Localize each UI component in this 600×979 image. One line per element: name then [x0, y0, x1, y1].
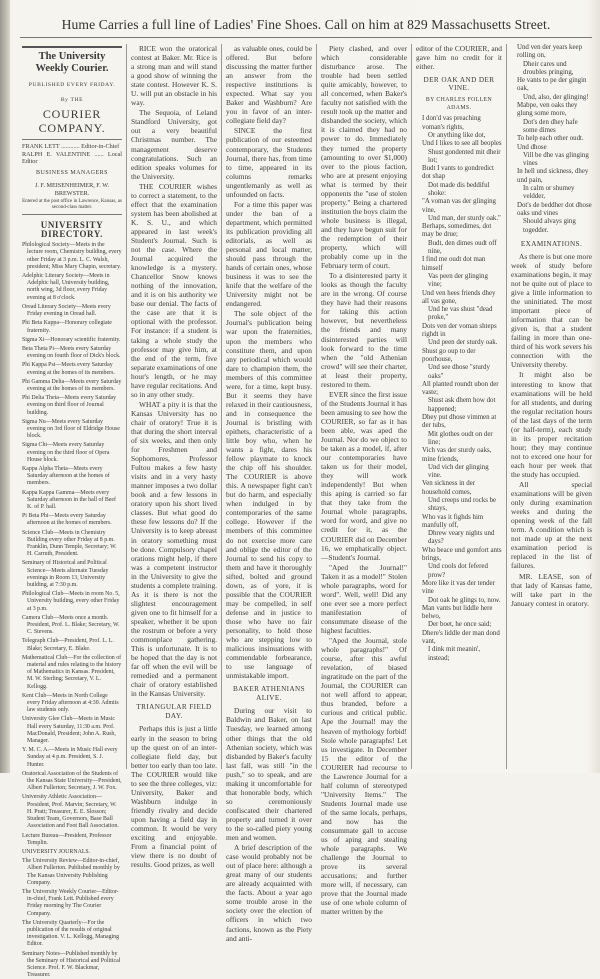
poem-line: "A voman vas der glinging vine, — [422, 198, 497, 214]
article-heading: BAKER ATHENIANS ALIVE. — [232, 685, 306, 703]
poem-author: BY CHARLES FOLLEN ADAMS. — [425, 96, 493, 112]
directory-entry: Oratorical Association of the Students of the Kansas State University—President, Albert Fullerton; Secretary, J. W. Fox. — [22, 770, 122, 792]
editorial-paragraph: as valuable ones, could be offered. But before discussing the matter further an answer from the respective institutions is expected. What say you Baker and Washburn? Are you in favor of an inter-collegiate field day? — [226, 44, 312, 126]
poem-lines-continued — [511, 44, 592, 235]
directory-entry: Phi Gamma Delta—Meets every Saturday evening at the homes of its members. — [22, 378, 122, 392]
column-rule — [411, 44, 412, 769]
poem-line: Und see dhose "sturdy oaks" — [428, 364, 490, 380]
directory-entry: Sigma Chi—Meets every Saturday evening on the third floor of Opera House block. — [22, 442, 110, 463]
poem-title: DER OAK AND DER VINE. — [423, 76, 495, 93]
directory-entry: Mathematical Club—For the collection of material and rules relating to the history of Mathematics in Kansas. President, M. W. Sterling; Secretary, V. L. Kellogg. — [22, 654, 122, 690]
directory-entry: Telegraph Club—President, Prof. L. L. Blake; Secretary, E. Blake. — [22, 638, 114, 652]
directory-entry: Kent Club—Meets in North College every Friday afternoon at 4:30. Admits law students only. — [22, 692, 119, 714]
editorial-column-3 — [226, 44, 312, 943]
poem-line: Dot's den dhey hafe some dimes — [523, 118, 578, 134]
directory-entry: Seminary of Historical and Political Science—Meets alternate Tuesday evenings in Room 13, University building, at 7:30 p.m. — [22, 560, 109, 588]
editorial-paragraph: WHAT a pity it is that the Kansas University has no chair of oratory! True it is that during the short interval of six weeks, and then only for Freshmen and Sophomores, Professor Fultou makes a few hasty visits and in a very hasty manner imposes a two dollar book and a few lessons in oratory upon his short lived classes. But what good do these few lessons do? If the University is to keep abreast in oratory something must be done. Compulsory chapel orations might help, if there was a competent instructor in the University to give the students a complete training. As it is there is not the slightest encouragement given one to fit himself for a speaker, whether it be upon the rostrum or before a very commonplace gathering. This is unfortunate. It is to be hoped that the day is not far off when the evil will be remedied and a permanent chair of oratory established in the Kansas University. — [131, 399, 217, 699]
advertisement-banner: Hume Carries a full line of Ladies' Fine Shoes. Call on him at 829 Massachusetts Street. — [20, 14, 592, 38]
directory-entry: The University Review—Editor-in-chief, Albert Fullerton. Published monthly by The Kansas University Publishing Company. — [22, 858, 120, 886]
editorial-paragraph: The sole object of the Journal's publication being war upon the fraternities, upon the members who constitute them, and upon any periodical which would dare to champion them, the members of this committee were, for a time, kept busy. But it seems they have relaxed in their cautiousness, and in consequence the Journal is bristling with epithets, characteristic of a little boy who, when he wants a fight, dares his fellow playmate to knock the chip off his shoulder. The COURIER is above this. A newspaper fight can't but do harm, and especially when indulged in by contemporaries of the same college. However if the members of this committee do not exercise more care and oblige the editor of the Journal to send his copy to them and have it thoroughly sifted, bolted and ground down, as of yore, it is possible that the COURIER may be compelled, in self defense and in justice to those who have no fair personality, to hold those who are stepping low to malicious insinuations with commendable forbearance, to use language of unmistakable import. — [226, 309, 312, 681]
poem-line: In calm or shumey veldder, — [523, 185, 575, 201]
article-paragraph: A brief description of the case would probably not be out of place here: although a great many of our students are already acquainted with the facts. About a year ago some trouble arose in the society over the election of officers in which two factions, known as the Piety and anti- — [226, 843, 312, 943]
poem-line: Und, also, der glinging! — [523, 93, 589, 101]
directory-entry: Pi Beta Phi—Meets every Saturday afternoon at the homes of members. — [22, 513, 112, 527]
poem-line: I dink mit meanin', instead; — [428, 646, 481, 662]
directory-list — [22, 242, 122, 979]
poem-line: Mabpe, ven oaks they glung some more, — [517, 102, 578, 118]
newspaper-title: The University Weekly Courier. — [22, 46, 122, 75]
editor-line: RALPH E. VALENTINE ...... Local Editor — [22, 150, 122, 165]
publisher-by: By THE — [60, 97, 84, 104]
editorial-column-2 — [131, 44, 217, 870]
directory-entry: Lecture Bureau—President, Professor Templin. — [22, 832, 112, 846]
directory-entry: Philological Society—Meets in the lecture room, Chemistry building, every other Friday at 3 p.m. L. C. Walsh, president; Miss Mary Chapin, secretary. — [22, 242, 122, 270]
poem-line: Und ven hees friends dhey all vas gone, — [422, 289, 496, 305]
page-binding-edge — [0, 0, 10, 773]
poem-lines — [416, 115, 502, 663]
directory-entry: Kappa Alpha Theta—Meets every Saturday afternoon at the homes of members. — [22, 465, 110, 487]
poem-line: More like it vas der tender vine — [422, 579, 495, 596]
directory-entry: Phi Delta Theta—Meets every Saturday evening on third floor of Journal building. — [22, 395, 117, 416]
article-paragraph: As there is but one more week of study before examinations begin, it may not be quite out of place to give a little information to the uninitiated. The most important piece of information that can be given is, that a student failing in more than one-third of his work severs his connection with the University thereby. — [511, 251, 592, 370]
poem-line: Und creeps und rocks be shtays, — [428, 496, 497, 513]
poem-line: Dots ven der voman shteps righdt in — [422, 322, 497, 339]
poem-line: Und vich der glinging vine. — [428, 463, 489, 480]
article-paragraph: MR. LEASE, son of that lady of Kansas fame, will take part in the January contest in oratory. — [511, 571, 592, 608]
editorial-paragraph: SINCE the first publication of our esteemed contemporary, the Students Journal, there has, from time to time, appeared in its columns remarks ungentlemanly as well as unfounded on facts. — [226, 126, 312, 199]
poem-line: Und peen der sturdy oak. — [428, 339, 498, 347]
business-managers-heading: BUSINESS MANAGERS — [35, 170, 108, 177]
poem-line: Budt, den dimes oudt off nine, — [428, 239, 497, 256]
poem-line: Ven sickness in der household comes, — [422, 480, 476, 496]
directory-entry: Camera Club—Meets once a month. President, Prof. L. Blake; Secretary, W. C. Stevens. — [22, 614, 120, 636]
poem-line: Dhere's liddle der man dond vant, — [422, 629, 500, 646]
editorial-paragraph: For a time this paper was under the ban of a department, which permitted its publication providing all editorials, as well as personal and local matter, should pass through the hands of certain ones, whose business it was to see the knife that the welfare of the University might not be endangered. — [226, 199, 312, 309]
poem-line: Dot oak he glings to, now. — [428, 596, 501, 604]
editorial-column-6 — [511, 44, 592, 769]
directory-entry: Phi Kappa Psi—Meets every Saturday evening at the homes of its members. — [22, 362, 115, 376]
article-heading: TRIANGULAR FIELD DAY. — [136, 703, 212, 721]
directory-entry: Beta Theta Pi—Meets every Saturday evening on fourth floor of Dick's block. — [22, 345, 121, 360]
editorial-column-4 — [321, 44, 407, 917]
poem-line: Mit glothes oudt on der line; — [428, 430, 493, 446]
poem-line: Man vants but liddle here belwo, — [422, 604, 493, 621]
poem — [416, 76, 502, 663]
poem-line: Und he vas shust "dead proke," — [428, 306, 493, 322]
editorial-column-5 — [416, 44, 502, 769]
directory-entry: Oread Literary Society—Meets every Friday evening in Oread hall. — [22, 303, 111, 318]
poem-line: Who vas it fighds him manfully off, — [422, 513, 484, 529]
poem-line: Budt I vants to gondredict dot shap — [422, 165, 494, 181]
directory-entry: Sigma Xi—Honorary scientific fraternity. — [22, 336, 121, 343]
article-paragraph: editor of the COURIER, and gave him no credit for it either. — [416, 44, 502, 72]
article-paragraph: "Aped the Journal!" Taken it as a model!" Stolen whole paragraphs, word for word". Well, well! Did any one ever see a more perfect manifestation of consummate disease of the highest faculties. — [321, 562, 407, 635]
poem-line: Dhrew veary nights und days? — [428, 530, 495, 546]
poem-line: Vill be dhe vas glinging vines — [523, 151, 589, 168]
article-paragraph: EVER since the first issue of the Students Journal it has been amusing to see how the COURIER, so far as it has been able, was aped the Journal. Nor do we object to be taken as a model, if, after our contemporaries have taken us for their model, they will work independently! But when this aping is carried so far that they take from the Journal whole paragraphs, word for word, and give no credit for it, as the COURIER did on December 16, we emphatically object. —Student's Journal. — [321, 389, 407, 562]
poem-line: I don'd vas preaching voman's rights, — [422, 115, 481, 131]
poem-line: Shust gondented mit dheir lot; — [428, 148, 501, 164]
directory-entry: Y. M. C. A.—Meets in Music Hall every Sunday at 4 p.m. President, S. J. Hunter. — [22, 747, 118, 768]
editor-list — [22, 139, 122, 165]
business-managers: J. F. MEISENHEIMER, F. W. BREWSTER. — [34, 182, 110, 197]
article-paragraph: Perhaps this is just a little early in the season to bring up the quest on of an inter-collegiate field day, but better too early than too late. The COURIER would like to see the three colleges, viz: University, Baker and Washburn indulge in friendly rivalry and decide upon having a field day in common. It would be very exciting and enjoyable. From a financial point of view there is no doubt of results. Good prizes, as well — [131, 724, 217, 870]
post-office-note: Entered at the post office in Lawrence, Kansas, as second-class matter. — [22, 199, 122, 215]
directory-entry: University Athletic Association—President, Prof. Marvin; Secretary, W. H. Pratt; Treasurer, E. E. Slosson; Student Team, Governors, Base Ball Association and Foot Ball Association. — [22, 794, 119, 830]
directory-entry: UNIVERSITY JOURNALS. — [22, 848, 91, 855]
directory-entry: Sigma Nu—Meets every Saturday evening on 3rd floor of Eldridge House block. — [22, 418, 120, 440]
directory-entry: Phi Beta Kappa—Honorary collegiate fraternity. — [22, 320, 112, 334]
poem-line: Vich vas der sturdy oaks, mine friends, — [422, 447, 492, 463]
column-rule — [506, 44, 507, 769]
poem-line: All planted roundt ubon der vaste; — [422, 380, 499, 397]
poem-line: To help each other oudt. Und dhose — [517, 135, 584, 151]
directory-entry: The University Quarterly—For the publication of the results of original investigation. V. L. Kellogg, Managing Editor. — [22, 919, 120, 948]
directory-entry: Science Club—Meets in Chemistry Building every other Friday at 8 p.m. Franklin, Dunn Temple, Secretary; W. H. Carruth, President. — [22, 529, 117, 558]
article-paragraph: Piety clashed, and over which considerable disturbance arose. The trouble had been settled quite amicably, however, to all concerned, when Baker's faculty not satisfied with the result took up the matter and disbanded the society, which it is claimed they had no power to do. Immediately they turned the property (amounting to over $1,000) over to the pious faction, who are at present enjoying what is termed by their opponents the "use of stolen property." Being a chartered institution the boys claim the whole business is illegal, and they have begun suit for the redemption of their property, which will probably come up in the February term of court. — [321, 44, 407, 271]
article-paragraph: It might also be interesting to know that examinations will be held for all students, and during the regular recitation hours of the last days of the term (or half-term), each study in its proper recitation hour; they may continue not to exceed one hour for each hour per week that the study has occupied. — [511, 370, 592, 479]
poem-line: In hell und sickness, dhey und pain, — [517, 168, 589, 184]
publisher-name: COURIER COMPANY. — [38, 107, 106, 136]
publication-frequency: PUBLISHED EVERY FRIDAY. — [28, 82, 116, 88]
directory-entry: Kappa Kappa Gamma—Meets every Saturday afternoon in the hall of Beef K. of P. hall. — [22, 489, 116, 510]
poem-line: Und cools dot fefered prow? — [428, 563, 488, 579]
poem-line: Or anything like dot, — [428, 131, 486, 139]
poem-line: Vas peen der glinging vine; — [428, 272, 488, 289]
poem-line: Dheir cares und droubles pringing, — [523, 60, 574, 76]
directory-entry: University Glee Club—Meets in Music Hall every Saturday, 11:30 a.m. Prof. MacDonald, President; John A. Rush, Manager. — [22, 716, 116, 745]
poem-line: Und man, der sturdy oak." — [428, 214, 501, 222]
poem-line: Shust go oup to der poorhouse, — [422, 347, 476, 363]
editor-line: FRANK LETT ............ Editor-in-Chief — [22, 143, 120, 151]
poem-line: Und ven der years keep rolling on, — [517, 44, 583, 60]
poem-line: Dot's de beddher dot dhose oaks und vines — [517, 201, 592, 217]
article-paragraph: During our visit to Baldwin and Baker, on last Tuesday, we learned among other things that the old Athenian society, which was disbanded by Baker's faculty last fall, was still "in the push," so to speak, and are making it uncomfortable for that honorable body, which so ceremoniously confiscated their chartered property and turned it over to the so-called piety young men and women. — [226, 706, 312, 843]
editorial-paragraph: The Sequoia, of Leland Standford University, got out a very beautiful Christmas number. The management deserve congratulations. Such an edition speaks volumes for the University. — [131, 108, 217, 181]
poem-line: Berhaps, somedimes, dot may be drue; — [422, 223, 492, 239]
article-paragraph: All special examinations will be given only during examination weeks and during the opening week of the fall term. A condition which is not made up at the next examination period is replaced in the list of failures. — [511, 480, 592, 571]
poem-line: Dot made dis beddiful shoke: — [428, 181, 490, 197]
poem-line: Und I likes to see all beoples — [422, 140, 502, 148]
poem-line: Dhey put dhose vimmen at der tubs, — [422, 414, 497, 430]
article-heading: EXAMINATIONS. — [520, 239, 583, 248]
editorial-paragraph: RICE won the oratorical contest at Baker. Mr. Rice is a strong man and will stand a good show of winning the state contest. However K. S. U. will put an obstacle in his way. — [131, 44, 217, 108]
poem-line: Der boet, he once said; — [428, 621, 492, 629]
poem-line: I find me oudt dot man himself — [422, 256, 486, 272]
directory-entry: Philological Club—Meets in room No. 5, University building, every other Friday at 3 p.m. — [22, 591, 120, 612]
directory-entry: Adelphic Literary Society—Meets in Adelphic hall, University building, north wing, 3d floor, every Friday evening at 8 o'clock. — [22, 273, 110, 301]
article-paragraph: To a disinterested party it looks as though the faculty are in the wrong. Of course they have had their reasons for taking this action however, but nevertheless the friends and many disinterested parties will look forward to the time when the "old Athenian crowd" will see their charter, at least their property, restored to them. — [321, 271, 407, 389]
column-rule — [221, 44, 222, 769]
column-rule — [126, 44, 127, 769]
column-rule — [316, 44, 317, 769]
editorial-paragraph: THE COURIER wishes to correct a statement, to the effect that the examination system has been abolished at K. S. U., and which appeared in last week's Student's Journal. Such is not the case. Where the Journal acquired the knowledge is a mystery. Chancellor Snow knows nothing of the innovation, and it is on his authority we base our denial. The facts of the case are that it is optional with the professor. For instance: if a student is taking a whole study the professor may give him, at the end of the term, five separate examinations of one hour's length, or he may have regular recitations. And so in any other study. — [131, 181, 217, 399]
masthead-column — [22, 44, 122, 979]
poem-line: Who beace und gomfort ants brings, — [422, 546, 502, 563]
directory-entry: The University Weekly Courier—Editor-in-chief, Frank Lett. Published every Friday morning by The Courier Company. — [22, 888, 119, 917]
poem-line: He vants to pe der gingin oak, — [517, 77, 587, 93]
directory-heading: UNIVERSITY DIRECTORY. — [40, 220, 104, 240]
poem-line: Shust ask dhem how dot happened; — [428, 397, 496, 413]
directory-entry: Seminary Notes—Published monthly by the Seminary of Historical and Political Science. Prof. F. W. Blackmar, Treasurer. — [22, 950, 121, 979]
poem-line: Should alvays ging togedder. — [523, 218, 576, 234]
columns-area — [22, 44, 592, 979]
article-paragraph: "Aped the Journal, stole whole paragraphs!" Of course, after this awful revelation, of biased ingratitude on the part of the Journal, the COURIER can not well afford to appear, thus branded, before a curious and critical public. Ape the Journal! may the heaven of mythology forbid! Stole whole paragraphs! Let us investigate. In December 15 the editor of the COURIER had recourse to the Lawrence Journal for a half column of stereotyped "University Items." The Students Journal made use of the same locals, perhaps, and now has the consummate gall to accuse us of aping and stealing whole paragraphs. We challenge the Journal to prove its several accusations; and further more will, if necessary, can prove that the Journal made use of one whole column of matter written by the — [321, 636, 407, 917]
